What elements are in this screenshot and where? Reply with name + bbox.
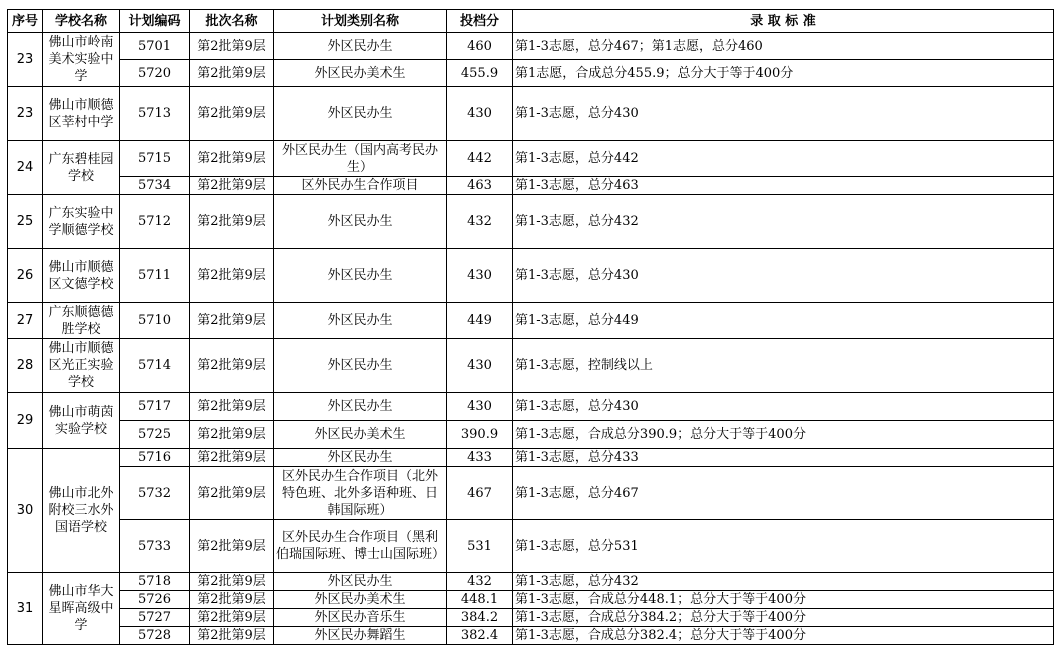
cell-school: 佛山市顺德区莘村中学 bbox=[43, 87, 120, 141]
cell-batch: 第2批第9层 bbox=[190, 303, 274, 339]
cell-batch: 第2批第9层 bbox=[190, 627, 274, 645]
cell-batch: 第2批第9层 bbox=[190, 421, 274, 449]
cell-school: 广东实验中学顺德学校 bbox=[43, 195, 120, 249]
cell-batch: 第2批第9层 bbox=[190, 609, 274, 627]
cell-code: 5725 bbox=[120, 421, 190, 449]
cell-code: 5727 bbox=[120, 609, 190, 627]
cell-code: 5713 bbox=[120, 87, 190, 141]
cell-batch: 第2批第9层 bbox=[190, 195, 274, 249]
cell-code: 5732 bbox=[120, 467, 190, 520]
cell-batch: 第2批第9层 bbox=[190, 393, 274, 421]
table-row bbox=[8, 339, 1054, 393]
cell-score: 455.9 bbox=[447, 60, 513, 87]
cell-type: 区外民办生合作项目（黑利伯瑞国际班、博士山国际班） bbox=[274, 520, 447, 573]
admission-table bbox=[7, 9, 1054, 645]
cell-batch: 第2批第9层 bbox=[190, 60, 274, 87]
table-row bbox=[8, 467, 1054, 520]
table-row bbox=[8, 33, 1054, 60]
cell-score: 432 bbox=[447, 195, 513, 249]
cell-type: 外区民办音乐生 bbox=[274, 609, 447, 627]
cell-score: 467 bbox=[447, 467, 513, 520]
cell-seq: 26 bbox=[8, 249, 43, 303]
cell-seq: 28 bbox=[8, 339, 43, 393]
cell-standard: 第1-3志愿，总分430 bbox=[513, 249, 1054, 303]
cell-score: 449 bbox=[447, 303, 513, 339]
header-type: 计划类别名称 bbox=[274, 10, 447, 33]
cell-standard: 第1-3志愿，总分432 bbox=[513, 573, 1054, 591]
cell-type: 外区民办生 bbox=[274, 33, 447, 60]
cell-type: 外区民办舞蹈生 bbox=[274, 627, 447, 645]
cell-type: 区外民办生合作项目 bbox=[274, 177, 447, 195]
cell-type: 外区民办美术生 bbox=[274, 591, 447, 609]
cell-standard: 第1-3志愿，总分432 bbox=[513, 195, 1054, 249]
cell-code: 5733 bbox=[120, 520, 190, 573]
cell-code: 5726 bbox=[120, 591, 190, 609]
cell-batch: 第2批第9层 bbox=[190, 591, 274, 609]
cell-standard: 第1-3志愿，总分467；第1志愿，总分460 bbox=[513, 33, 1054, 60]
cell-code: 5701 bbox=[120, 33, 190, 60]
cell-type: 外区民办生 bbox=[274, 449, 447, 467]
header-school: 学校名称 bbox=[43, 10, 120, 33]
cell-code: 5716 bbox=[120, 449, 190, 467]
cell-school: 广东顺德德胜学校 bbox=[43, 303, 120, 339]
cell-type: 外区民办生 bbox=[274, 195, 447, 249]
cell-standard: 第1-3志愿，总分463 bbox=[513, 177, 1054, 195]
cell-batch: 第2批第9层 bbox=[190, 573, 274, 591]
cell-score: 442 bbox=[447, 141, 513, 177]
cell-type: 外区民办生 bbox=[274, 249, 447, 303]
cell-type: 外区民办生 bbox=[274, 573, 447, 591]
cell-score: 448.1 bbox=[447, 591, 513, 609]
table-row bbox=[8, 87, 1054, 141]
cell-score: 531 bbox=[447, 520, 513, 573]
cell-seq: 30 bbox=[8, 449, 43, 573]
cell-seq: 23 bbox=[8, 87, 43, 141]
cell-code: 5710 bbox=[120, 303, 190, 339]
cell-type: 区外民办生合作项目（北外特色班、北外多语种班、日韩国际班） bbox=[274, 467, 447, 520]
cell-code: 5720 bbox=[120, 60, 190, 87]
table-row bbox=[8, 421, 1054, 449]
cell-score: 390.9 bbox=[447, 421, 513, 449]
cell-score: 433 bbox=[447, 449, 513, 467]
cell-seq: 29 bbox=[8, 393, 43, 449]
table-row bbox=[8, 141, 1054, 177]
cell-seq: 24 bbox=[8, 141, 43, 195]
table-row bbox=[8, 591, 1054, 609]
table-row bbox=[8, 249, 1054, 303]
cell-batch: 第2批第9层 bbox=[190, 141, 274, 177]
cell-score: 430 bbox=[447, 249, 513, 303]
table-body bbox=[8, 33, 1054, 645]
cell-batch: 第2批第9层 bbox=[190, 339, 274, 393]
table-row bbox=[8, 393, 1054, 421]
cell-seq: 23 bbox=[8, 33, 43, 87]
cell-standard: 第1-3志愿，控制线以上 bbox=[513, 339, 1054, 393]
cell-score: 430 bbox=[447, 339, 513, 393]
table-row bbox=[8, 520, 1054, 573]
cell-code: 5711 bbox=[120, 249, 190, 303]
cell-standard: 第1-3志愿，合成总分390.9；总分大于等于400分 bbox=[513, 421, 1054, 449]
cell-school: 佛山市华大星晖高级中学 bbox=[43, 573, 120, 645]
cell-school: 佛山市萌茵实验学校 bbox=[43, 393, 120, 449]
cell-score: 430 bbox=[447, 393, 513, 421]
header-score: 投档分 bbox=[447, 10, 513, 33]
cell-batch: 第2批第9层 bbox=[190, 87, 274, 141]
cell-type: 外区民办生 bbox=[274, 87, 447, 141]
cell-batch: 第2批第9层 bbox=[190, 520, 274, 573]
cell-school: 佛山市顺德区光正实验学校 bbox=[43, 339, 120, 393]
cell-seq: 31 bbox=[8, 573, 43, 645]
header-seq: 序号 bbox=[8, 10, 43, 33]
cell-standard: 第1志愿，合成总分455.9；总分大于等于400分 bbox=[513, 60, 1054, 87]
cell-code: 5734 bbox=[120, 177, 190, 195]
cell-standard: 第1-3志愿，合成总分384.2；总分大于等于400分 bbox=[513, 609, 1054, 627]
cell-code: 5715 bbox=[120, 141, 190, 177]
cell-standard: 第1-3志愿，总分430 bbox=[513, 393, 1054, 421]
header-row bbox=[8, 10, 1054, 33]
table-row bbox=[8, 573, 1054, 591]
table-row bbox=[8, 177, 1054, 195]
cell-batch: 第2批第9层 bbox=[190, 177, 274, 195]
cell-code: 5717 bbox=[120, 393, 190, 421]
cell-batch: 第2批第9层 bbox=[190, 449, 274, 467]
table-row bbox=[8, 449, 1054, 467]
cell-score: 460 bbox=[447, 33, 513, 60]
cell-seq: 25 bbox=[8, 195, 43, 249]
cell-standard: 第1-3志愿，总分430 bbox=[513, 87, 1054, 141]
cell-school: 佛山市岭南美术实验中学 bbox=[43, 33, 120, 87]
table-row bbox=[8, 627, 1054, 645]
cell-code: 5718 bbox=[120, 573, 190, 591]
cell-code: 5728 bbox=[120, 627, 190, 645]
cell-score: 432 bbox=[447, 573, 513, 591]
cell-type: 外区民办生 bbox=[274, 303, 447, 339]
cell-standard: 第1-3志愿，总分442 bbox=[513, 141, 1054, 177]
cell-school: 广东碧桂园学校 bbox=[43, 141, 120, 195]
cell-code: 5714 bbox=[120, 339, 190, 393]
header-standard: 录 取 标 准 bbox=[513, 10, 1054, 33]
cell-type: 外区民办生 bbox=[274, 393, 447, 421]
table-row bbox=[8, 609, 1054, 627]
cell-school: 佛山市顺德区文德学校 bbox=[43, 249, 120, 303]
cell-standard: 第1-3志愿，合成总分382.4；总分大于等于400分 bbox=[513, 627, 1054, 645]
cell-standard: 第1-3志愿，总分467 bbox=[513, 467, 1054, 520]
table-row bbox=[8, 195, 1054, 249]
cell-type: 外区民办美术生 bbox=[274, 421, 447, 449]
header-code: 计划编码 bbox=[120, 10, 190, 33]
cell-standard: 第1-3志愿，总分449 bbox=[513, 303, 1054, 339]
cell-score: 430 bbox=[447, 87, 513, 141]
table-row bbox=[8, 60, 1054, 87]
cell-school: 佛山市北外附校三水外国语学校 bbox=[43, 449, 120, 573]
cell-code: 5712 bbox=[120, 195, 190, 249]
cell-type: 外区民办生 bbox=[274, 339, 447, 393]
cell-score: 384.2 bbox=[447, 609, 513, 627]
cell-batch: 第2批第9层 bbox=[190, 467, 274, 520]
cell-standard: 第1-3志愿，总分433 bbox=[513, 449, 1054, 467]
cell-standard: 第1-3志愿，总分531 bbox=[513, 520, 1054, 573]
cell-type: 外区民办美术生 bbox=[274, 60, 447, 87]
cell-batch: 第2批第9层 bbox=[190, 33, 274, 60]
cell-score: 382.4 bbox=[447, 627, 513, 645]
table-row bbox=[8, 303, 1054, 339]
cell-seq: 27 bbox=[8, 303, 43, 339]
cell-standard: 第1-3志愿，合成总分448.1；总分大于等于400分 bbox=[513, 591, 1054, 609]
cell-batch: 第2批第9层 bbox=[190, 249, 274, 303]
cell-type: 外区民办生（国内高考民办生） bbox=[274, 141, 447, 177]
cell-score: 463 bbox=[447, 177, 513, 195]
header-batch: 批次名称 bbox=[190, 10, 274, 33]
